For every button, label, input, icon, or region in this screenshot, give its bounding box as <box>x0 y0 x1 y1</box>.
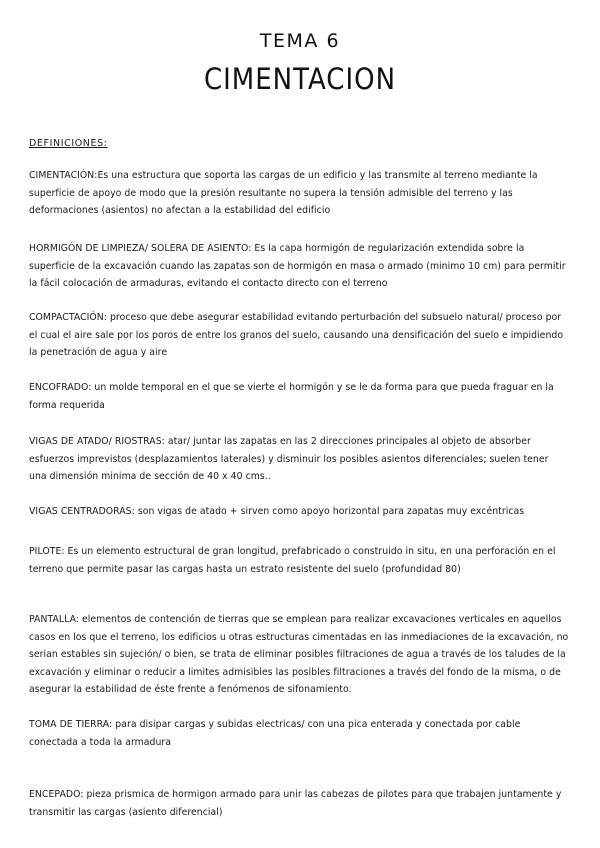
section-heading: DEFINICIONES: <box>29 138 108 149</box>
definition-vigas-atado: VIGAS DE ATADO/ RIOSTRAS: atar/ juntar las zapatas en las 2 direcciones principales al objeto de absorber esfuerzos imprevistos (desplazamientos laterales) y disminuir los posibles asientos diferenciales; suelen tener una dimensión minima de sección de 40 x 40 cms.. <box>29 436 549 482</box>
definition-toma-tierra: TOMA DE TIERRA: para disipar cargas y subidas electricas/ con una pica enterada y conectada por cable conectada a toda la armadura <box>29 719 521 748</box>
definition-compactacion: COMPACTACIÓN: proceso que debe asegurar estabilidad evitando perturbación del subsuelo natural/ proceso por el cual el aire sale por los poros de entre los granos del suelo, causando una densificación del suelo e impidiendo la penetración de agua y aire <box>29 312 564 358</box>
definition-encofrado: ENCOFRADO: un molde temporal en el que se vierte el hormigón y se le da forma para que pueda fraguar en la forma requerida <box>29 382 554 411</box>
definition-pilote: PILOTE: Es un elemento estructural de gran longitud, prefabricado o construido in situ, en una perforación en el terreno que permite pasar las cargas hasta un estrato resistente del suelo (profundidad 80) <box>29 546 556 575</box>
definition-cimentacion: CIMENTACIÓN:Es una estructura que soporta las cargas de un edificio y las transmite al terreno mediante la superficie de apoyo de modo que la presión resultante no supera la tensión admisible del terreno y las deformaciones (asientos) no afectan a la estabilidad del edificio <box>29 170 538 216</box>
definition-pantalla: PANTALLA: elementos de contención de tierras que se emplean para realizar excavaciones verticales en aquellos casos en los que el terreno, los edificios u otras estructuras cimentadas en las inmediaciones de la excavación, no serian estables sin sujeción/ o bien, se trata de eliminar posibles filtraciones de agua a través de los taludes de la excavación y eliminar o reducir a limites admisibles las posibles filtraciones a través del fondo de la misma, o de asegurar la estabilidad de éste frente a fenómenos de sifonamiento. <box>29 614 569 695</box>
definition-vigas-centradoras: VIGAS CENTRADORAS: son vigas de atado + sirven como apoyo horizontal para zapatas muy excéntricas <box>29 506 525 517</box>
topic-number: TEMA 6 <box>259 30 341 52</box>
definition-encepado: ENCEPADO: pieza prismica de hormigon armado para unir las cabezas de pilotes para que trabajen juntamente y transmitir las cargas (asiento diferencial) <box>29 789 562 818</box>
page-title: CIMENTACION <box>203 63 397 97</box>
definition-hormigon-limpieza: HORMIGÓN DE LIMPIEZA/ SOLERA DE ASIENTO: Es la capa hormigón de regularización extendida sobre la superficie de la excavación cuando las zapatas son de hormigón en masa o armado (minimo 10 cm) para permitir la fácil colocación de armaduras, evitando el contacto directo con el terreno <box>29 243 566 289</box>
